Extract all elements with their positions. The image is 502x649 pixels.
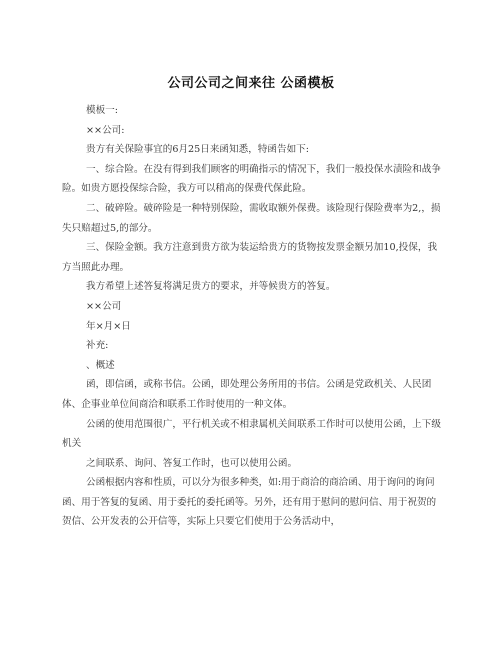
paragraph: 公函根据内容和性质，可以分为很多种类，如:用于商洽的商洽函、用于询问的询问函、用于答复的复函、用于委托的委托函等。另外，还有用于慰问的慰问信、用于祝贺的贺信、公开发表的公开信等，实际上只要它们使用于公务活动中， <box>62 477 437 528</box>
paragraph: 之间联系、询问、答复工作时，也可以使用公函。 <box>86 457 298 469</box>
paragraph: 年×月×日 <box>86 320 131 332</box>
paragraph: 一、综合险。在没有得到我们顾客的明确指示的情况下，我们一般投保水渍险和战争险。如贵方愿投保综合险，我方可以稍高的保费代保此险。 <box>62 163 441 195</box>
paragraph: ××公司: <box>86 124 125 136</box>
paragraph: 补充: <box>86 340 109 352</box>
paragraph: 、概述 <box>86 359 115 371</box>
paragraph: 贵方有关保险事宜的6月25日来函知悉，特函告如下: <box>86 144 310 156</box>
paragraph: 模板一: <box>86 105 119 116</box>
paragraph: 我方希望上述答复将满足贵方的要求，并等候贵方的答复。 <box>86 281 336 293</box>
paragraph: 三、保险金额。我方注意到贵方欲为装运给贵方的货物按发票金额另加10,投保，我方当照此办理。 <box>62 242 438 273</box>
document-body <box>62 101 442 532</box>
paragraph: 公函的使用范围很广，平行机关或不相隶属机关间联系工作时可以使用公函，上下级机关 <box>62 418 441 450</box>
document-title: 公司公司之间来往 公函模板 <box>167 76 335 91</box>
paragraph: 函，即信函，或称书信。公函，即处理公务所用的书信。公函是党政机关、人民团体、企事业单位间商洽和联系工作时使用的一种文体。 <box>62 379 432 410</box>
paragraph: ××公司 <box>86 300 122 312</box>
paragraph: 二、破碎险。破碎险是一种特别保险，需收取额外保费。该险现行保险费率为2,，损失只赔超过5,的部分。 <box>62 202 441 234</box>
